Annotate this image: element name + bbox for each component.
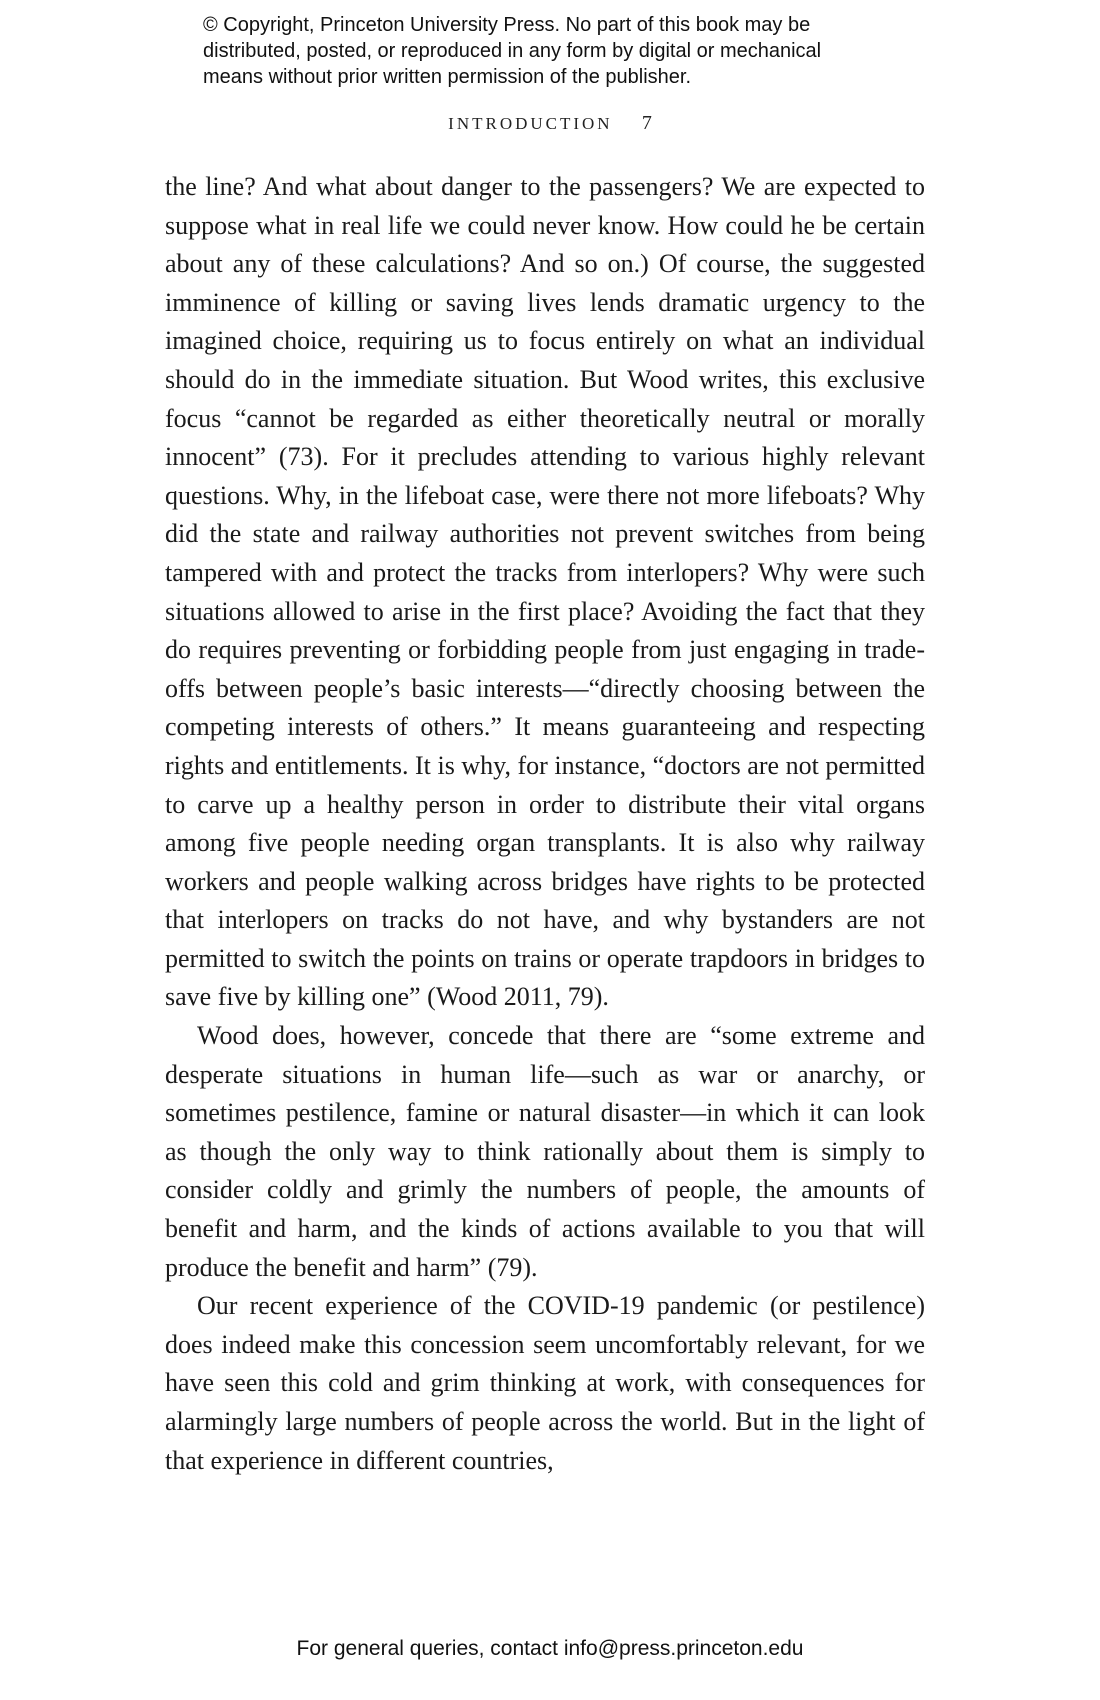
copyright-line: distributed, posted, or reproduced in any form by digital or mechanical [203, 40, 822, 62]
paragraph: Wood does, however, concede that there are “some extreme and desperate situations in human life—such as war or anarchy, or sometimes pestilence, famine or natural disaster—in which it can look as though the only way to think rationally about them is simply to consider coldly and grimly the numbers of people, the amounts of benefit and harm, and the kinds of actions available to you that will produce the benefit and harm” (79). [165, 1021, 925, 1282]
copyright-notice [203, 12, 963, 90]
paragraph: Our recent experience of the COVID-19 pandemic (or pestilence) does indeed make this concession seem uncomfortably relevant, for we have seen this cold and grim thinking at work, with consequences for alarmingly large numbers of people across the world. But in the light of that experience in different countries, [165, 1291, 925, 1475]
copyright-line: © Copyright, Princeton University Press. No part of this book may be [203, 14, 811, 36]
section-title: INTRODUCTION [448, 114, 613, 133]
footer-contact: For general queries, contact info@press.princeton.edu [296, 1637, 804, 1660]
paragraph: the line? And what about danger to the passengers? We are expected to suppose what in real life we could never know. How could he be certain about any of these calculations? And so on.) Of course, the suggested imminence of killing or saving lives lends dramatic urgency to the imagined choice, requiring us to focus entirely on what an individual should do in the immediate situation. But Wood writes, this exclusive focus “cannot be regarded as either theoretically neutral or morally innocent” (73). For it precludes attending to various highly relevant questions. Why, in the lifeboat case, were there not more lifeboats? Why did the state and railway authorities not prevent switches from being tampered with and protect the tracks from interlopers? Why were such situations allowed to arise in the first place? Avoiding the fact that they do requires preventing or forbidding people from just engaging in trade-offs between people’s basic interests—“directly choosing between the competing interests of others.” It means guaranteeing and respecting rights and entitlements. It is why, for instance, “doctors are not permitted to carve up a healthy person in order to distribute their vital organs among five people needing organ transplants. It is also why railway workers and people walking across bridges have rights to be protected that interlopers on tracks do not have, and why bystanders are not permitted to switch the points on trains or operate trapdoors in bridges to save five by killing one” (Wood 2011, 79). [165, 172, 925, 1012]
page-number: 7 [641, 112, 652, 134]
copyright-line: means without prior written permission of the publisher. [203, 66, 692, 88]
running-head [0, 112, 1100, 135]
body-text [165, 168, 925, 1480]
